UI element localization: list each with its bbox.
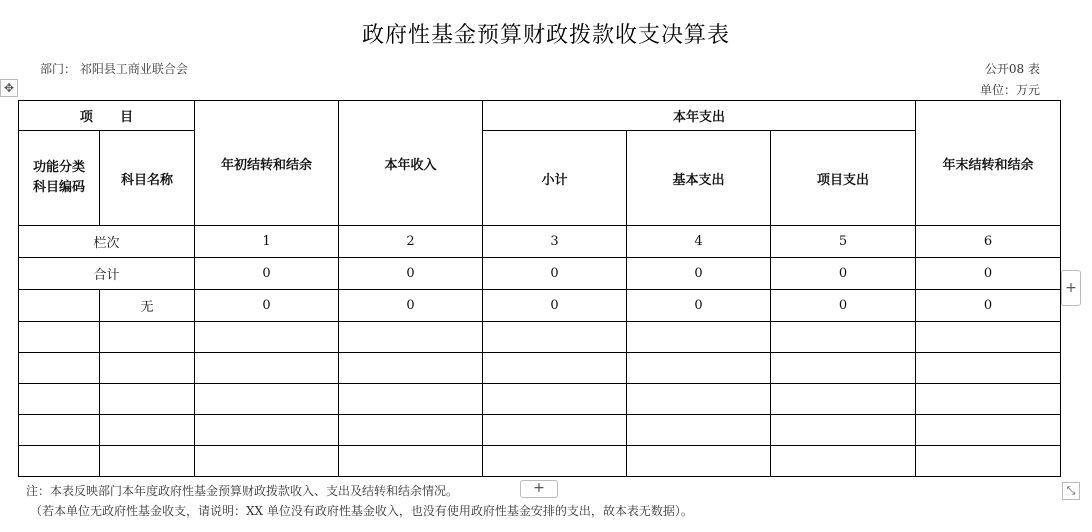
table-cell: 1 <box>195 226 339 258</box>
row-label: 栏次 <box>19 226 195 258</box>
empty-row <box>19 446 1061 477</box>
table-row <box>19 226 1061 258</box>
subtotal-header: 小计 <box>483 131 627 226</box>
project-expense-header: 项目支出 <box>771 131 916 226</box>
empty-row <box>19 415 1061 446</box>
department-label: 部门： 祁阳县工商业联合会 <box>40 62 188 76</box>
table-cell: 0 <box>339 258 483 290</box>
table-cell: 0 <box>195 258 339 290</box>
note-line-2: （若本单位无政府性基金收支，请说明：XX 单位没有政府性基金收入，也没有使用政府性基金安排的支出，故本表无数据）。 <box>30 504 693 518</box>
unit-label: 单位：万元 <box>979 83 1040 97</box>
table-cell: 6 <box>916 226 1061 258</box>
form-code: 公开08 表 <box>984 62 1040 76</box>
row-name: 无 <box>100 290 195 322</box>
table-resize-icon[interactable]: ⤡ <box>1062 482 1080 500</box>
income-header: 本年收入 <box>339 101 483 226</box>
item-header: 项 目 <box>19 101 195 131</box>
table-cell: 0 <box>483 258 627 290</box>
table-cell: 0 <box>916 258 1061 290</box>
table-cell: 0 <box>339 290 483 322</box>
table-cell: 4 <box>627 226 771 258</box>
note-line-1: 注：本表反映部门本年度政府性基金预算财政拨款收入、支出及结转和结余情况。 <box>26 484 459 498</box>
opening-balance-header: 年初结转和结余 <box>195 101 339 226</box>
row-label: 合计 <box>19 258 195 290</box>
budget-table <box>18 100 1061 477</box>
table-cell: 0 <box>771 258 916 290</box>
row-code <box>19 290 100 322</box>
table-move-icon[interactable]: ✥ <box>0 79 18 97</box>
func-code-header: 功能分类 科目编码 <box>19 131 100 226</box>
closing-balance-header: 年末结转和结余 <box>916 101 1061 226</box>
empty-row <box>19 384 1061 415</box>
page-title: 政府性基金预算财政拨款收支决算表 <box>361 23 730 48</box>
empty-row <box>19 353 1061 384</box>
expense-group-header: 本年支出 <box>483 101 916 131</box>
table-cell: 2 <box>339 226 483 258</box>
table-row <box>19 290 1061 322</box>
table-cell: 5 <box>771 226 916 258</box>
table-cell: 0 <box>483 290 627 322</box>
add-row-button[interactable]: + <box>520 480 558 498</box>
table-cell: 0 <box>195 290 339 322</box>
table-cell: 0 <box>771 290 916 322</box>
table-row <box>19 258 1061 290</box>
add-column-button[interactable]: + <box>1061 270 1081 306</box>
table-cell: 3 <box>483 226 627 258</box>
empty-row <box>19 322 1061 353</box>
table-cell: 0 <box>627 290 771 322</box>
table-cell: 0 <box>627 258 771 290</box>
subject-name-header: 科目名称 <box>100 131 195 226</box>
basic-expense-header: 基本支出 <box>627 131 771 226</box>
table-cell: 0 <box>916 290 1061 322</box>
